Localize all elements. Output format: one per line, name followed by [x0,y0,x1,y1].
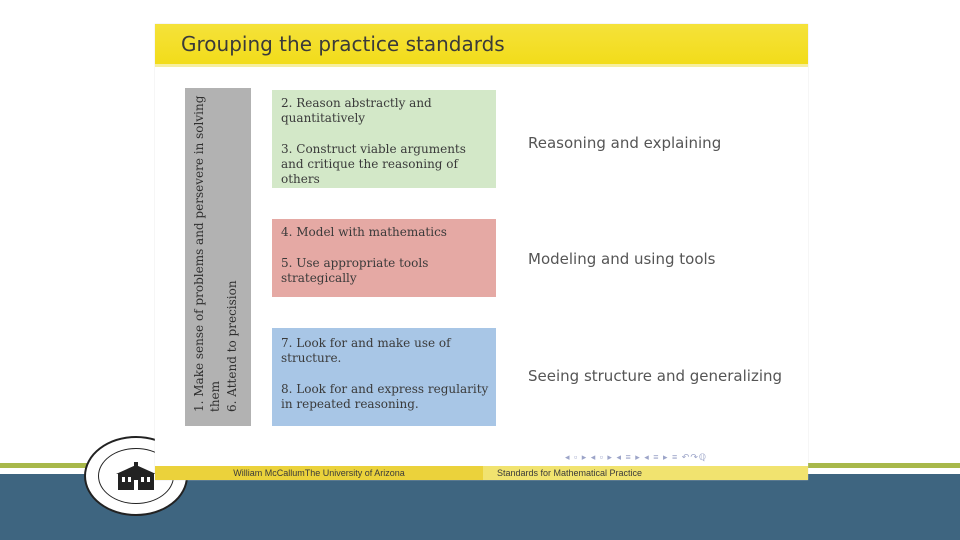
footer-title: Standards for Mathematical Practice [497,468,643,478]
slide-footer [155,466,808,480]
side-standard-1: 1. Make sense of problems and persevere in solving [192,95,206,412]
footer-title-wrap [483,466,808,480]
group-box-reasoning [272,90,496,188]
group-box-modeling [272,219,496,297]
category-label-modeling: Modeling and using tools [528,250,716,268]
side-standards-bar [185,88,251,426]
standard-item: 5. Use appropriate tools strategically [281,256,429,285]
side-standard-1-cont: them [208,380,222,412]
standard-item: 8. Look for and express regularity in repeated reasoning. [281,382,489,411]
slide-frame [155,24,808,480]
slide-title-bar [155,24,808,64]
footer-author: William McCallumThe University of Arizona [155,466,483,480]
slide-title: Grouping the practice standards [181,32,505,56]
standard-item: 4. Model with mathematics [281,225,447,239]
group-box-structure [272,328,496,426]
category-label-reasoning: Reasoning and explaining [528,134,722,152]
standard-item: 2. Reason abstractly and quantitatively [281,96,432,125]
standard-item: 3. Construct viable arguments and critique the reasoning of others [281,142,466,186]
building-icon [114,462,158,492]
category-label-structure: Seeing structure and generalizing [528,367,783,385]
standard-item: 7. Look for and make use of structure. [281,336,451,365]
beamer-navigation-icons[interactable]: ◂ ▫ ▸ ◂ ▫ ▸ ◂ ≡ ▸ ◂ ≡ ▸ ≡ ↶↷ℚ [565,452,707,462]
title-shadow [155,64,808,67]
side-standard-6: 6. Attend to precision [225,280,239,412]
